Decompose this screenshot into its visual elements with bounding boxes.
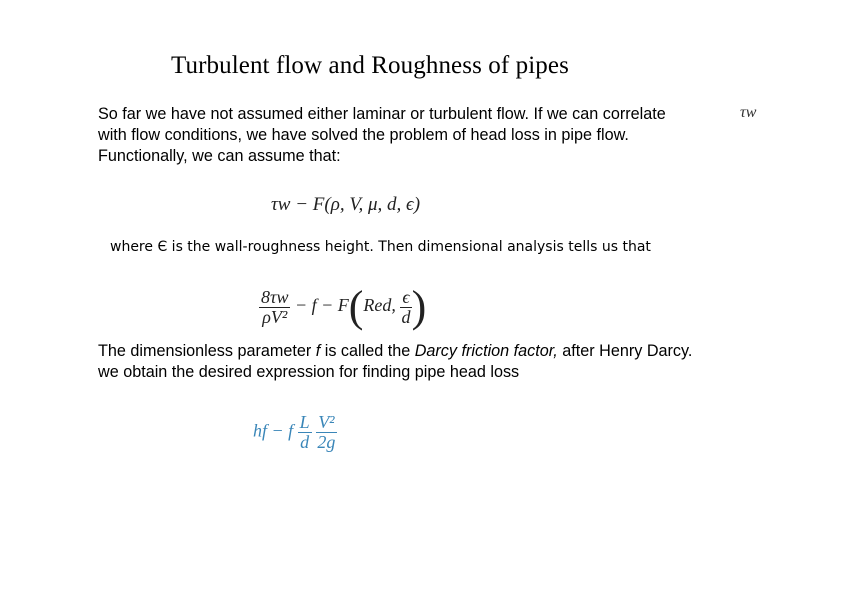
equation-dimensional-analysis (259, 282, 427, 331)
eq2-middle: − f − F (294, 295, 349, 316)
eq2-relative-roughness (400, 288, 411, 327)
darcy-line-1 (98, 341, 692, 362)
darcy-line-middle: is called the (320, 342, 415, 360)
eq2-roughness-denominator: d (401, 306, 411, 327)
tau-w-symbol: τw (740, 104, 757, 121)
eq2-lhs-fraction (259, 288, 290, 327)
eq3-frac1-numerator: L (299, 412, 310, 432)
intro-line-1: So far we have not assumed either laminar or turbulent flow. If we can correlate (98, 105, 666, 123)
intro-paragraph (98, 104, 666, 167)
eq2-lhs-denominator: ρV² (262, 306, 288, 327)
intro-line-2: with flow conditions, we have solved the problem of head loss in pipe flow. (98, 126, 629, 144)
friction-factor-symbol: f (315, 342, 321, 360)
roughness-paragraph: where Є is the wall-roughness height. Then dimensional analysis tells us that (110, 239, 651, 255)
eq3-length-ratio (298, 413, 312, 452)
intro-line-3: Functionally, we can assume that: (98, 147, 341, 165)
slide-title: Turbulent flow and Roughness of pipes (171, 52, 569, 79)
eq2-reynolds: Red, (363, 295, 396, 316)
equation-head-loss (253, 413, 337, 452)
eq3-frac2-denominator: 2g (317, 431, 336, 452)
eq3-frac1-denominator: d (300, 431, 310, 452)
eq3-lhs: hf (253, 420, 268, 441)
eq3-velocity-head (316, 413, 336, 452)
darcy-friction-factor-term: Darcy friction factor, (414, 342, 558, 360)
eq2-right-paren: ) (411, 282, 427, 331)
eq2-left-paren: ( (348, 282, 364, 331)
darcy-line-suffix: after Henry Darcy. (557, 342, 693, 360)
eq2-lhs-numerator: 8τw (261, 286, 289, 307)
eq1-lhs: τw (271, 194, 291, 215)
darcy-paragraph (98, 341, 692, 383)
eq3-frac2-numerator: V² (318, 412, 335, 432)
darcy-line-2: we obtain the desired expression for finding pipe head loss (98, 363, 520, 381)
eq3-middle: − f (271, 420, 294, 441)
equation-shear-stress (271, 194, 420, 216)
eq1-rhs: − F(ρ, V, μ, d, ϵ) (295, 194, 421, 215)
darcy-line-prefix: The dimensionless parameter (98, 342, 316, 360)
eq2-roughness-numerator: ϵ (402, 286, 410, 307)
